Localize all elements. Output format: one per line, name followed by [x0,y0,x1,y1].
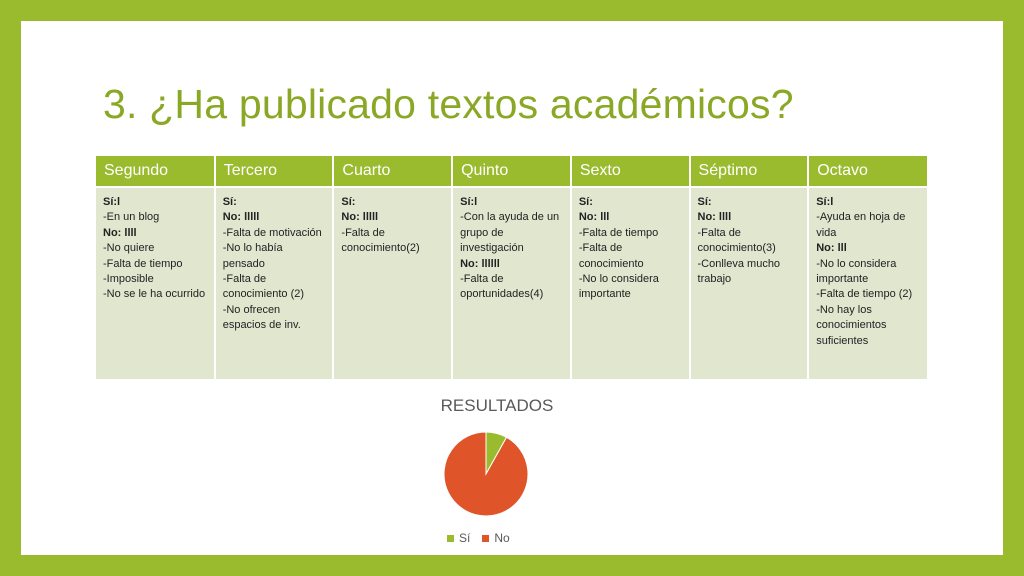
pie-chart [431,430,541,520]
header-tercero: Tercero [215,156,334,187]
cell-line: -Ayuda en hoja de vida [816,211,906,239]
cell-line: Sí: [697,196,712,208]
cell-line: -Imposible [103,273,154,286]
results-table [96,156,927,379]
cell-line: -Falta de conocimiento(3) [697,226,776,255]
header-segundo: Segundo [96,156,215,187]
cell-line: -No hay los conocimientos suficientes [816,303,887,347]
cell-line: Sí: [222,196,237,208]
cell-line: No: lll [816,242,847,255]
cell-line: -No lo había pensado [222,242,283,270]
cell-line: -Conlleva mucho trabajo [697,257,781,286]
cell-line: -Falta de tiempo (2) [816,288,913,301]
legend-label-no: No [494,531,510,545]
cell-segundo [96,187,215,379]
header-octavo: Octavo [808,156,927,187]
cell-octavo [808,187,927,379]
chart-legend [447,531,522,545]
chart-title: RESULTADOS [440,396,554,415]
cell-line: -Falta de conocimiento(2) [341,226,420,255]
cell-line: No: lll [578,211,610,224]
cell-line: Sí: [578,196,593,208]
cell-line: -Falta de conocimiento (2) [222,273,305,301]
cell-line: No: llll [103,226,137,239]
table-row [96,187,927,379]
cell-line: -No se le ha ocurrido [103,288,206,301]
header-septimo: Séptimo [690,156,809,187]
legend-swatch-no [482,535,489,542]
header-cuarto: Cuarto [333,156,452,187]
table-header-row [96,156,927,187]
cell-line: No: lllll [222,211,260,224]
cell-line: Sí:l [816,196,834,208]
cell-line: Sí:l [103,196,121,208]
cell-line: Sí: [341,196,356,208]
cell-line: -No lo considera importante [816,257,897,286]
legend-item-no [482,531,509,545]
pie-slice-no [444,432,528,516]
cell-line: Sí:l [460,196,478,208]
cell-septimo [690,187,809,379]
cell-line: -En un blog [103,211,160,224]
cell-line: No: lllll [341,211,379,224]
legend-item-si [447,531,470,545]
cell-sexto [571,187,690,379]
cell-line: -No ofrecen espacios de inv. [222,303,301,332]
cell-line: -No quiere [103,242,155,255]
cell-line: No: llll [697,211,732,224]
cell-line: -Falta de oportunidades(4) [460,273,544,301]
legend-label-si: Sí [459,531,471,545]
cell-line: -No lo considera importante [578,273,659,301]
cell-line: -Falta de tiempo [103,257,183,270]
cell-line: -Con la ayuda de un grupo de investigación [460,211,560,255]
cell-line: -Falta de tiempo [578,226,659,239]
header-sexto: Sexto [571,156,690,187]
cell-line: -Falta de motivación [222,226,322,239]
legend-swatch-si [447,535,454,542]
cell-tercero [215,187,334,379]
slide-title: 3. ¿Ha publicado textos académicos? [103,81,794,127]
cell-line: -Falta de conocimiento [578,242,644,270]
slide [21,21,1003,555]
cell-cuarto [333,187,452,379]
header-quinto: Quinto [452,156,571,187]
cell-line: No: llllll [460,257,500,270]
cell-quinto [452,187,571,379]
